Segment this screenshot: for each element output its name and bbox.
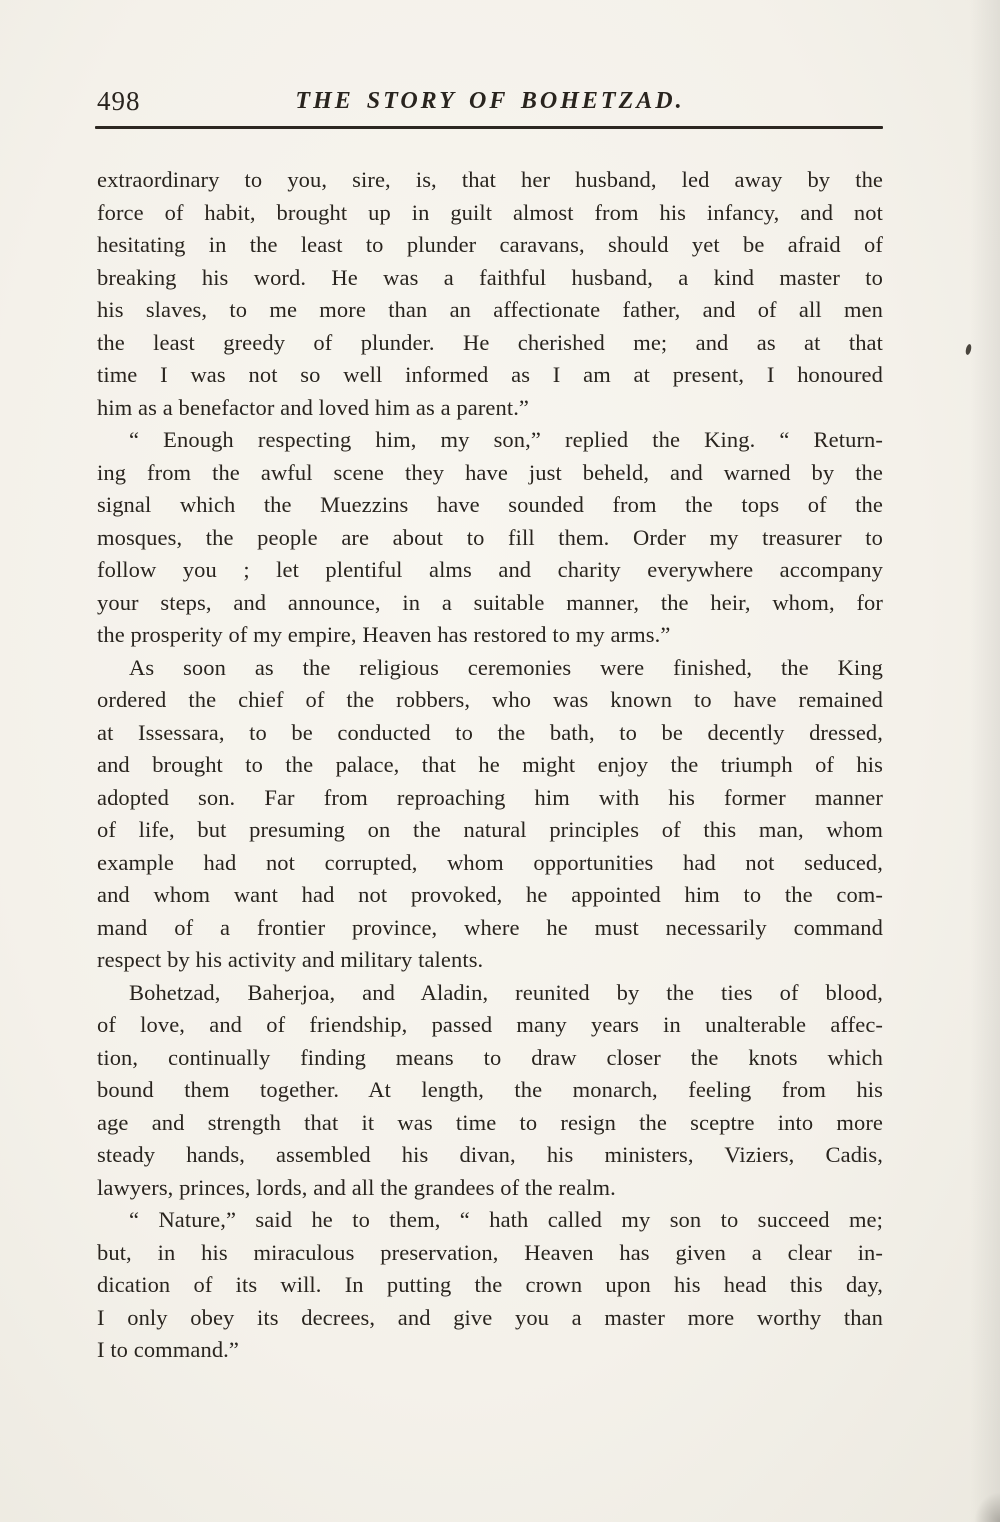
header-rule: [95, 126, 883, 129]
text-line: As soon as the religious ceremonies were finished, the King: [129, 654, 883, 680]
page-header: [97, 84, 883, 124]
text-line: age and strength that it was time to resign the sceptre into more: [97, 1109, 883, 1135]
text-line: ing from the awful scene they have just beheld, and warned by the: [97, 459, 883, 485]
text-line: tion, continually finding means to draw closer the knots which: [97, 1044, 883, 1070]
text-line: dication of its will. In putting the crown upon his head this day,: [97, 1272, 883, 1297]
scan-edge-shade: [970, 0, 1000, 1522]
text-line: “ Enough respecting him, my son,” replied the King. “ Return-: [129, 427, 883, 452]
paragraph: [97, 977, 883, 1205]
text-line: the prosperity of my empire, Heaven has restored to my arms.”: [97, 622, 671, 647]
page-number: 498: [97, 86, 141, 116]
text-line: steady hands, assembled his divan, his ministers, Viziers, Cadis,: [97, 1142, 883, 1167]
text-line: bound them together. At length, the monarch, feeling from his: [97, 1077, 883, 1102]
text-line: hesitating in the least to plunder caravans, should yet be afraid of: [97, 232, 883, 257]
text-line: your steps, and announce, in a suitable manner, the heir, whom, for: [97, 589, 883, 615]
paragraph: [97, 424, 883, 652]
text-line: I only obey its decrees, and give you a master more worthy than: [97, 1304, 883, 1330]
text-line: him as a benefactor and loved him as a parent.”: [97, 394, 530, 420]
text-line: force of habit, brought up in guilt almost from his infancy, and not: [97, 199, 883, 225]
running-title: THE STORY OF BOHETZAD.: [295, 88, 685, 114]
text-line: follow you ; let plentiful alms and charity everywhere accompany: [97, 557, 883, 582]
paragraph: [97, 164, 883, 424]
paragraph: [97, 1204, 883, 1367]
text-line: signal which the Muezzins have sounded from the tops of the: [97, 492, 883, 517]
text-line: the least greedy of plunder. He cherished me; and as at that: [97, 329, 883, 355]
text-line: his slaves, to me more than an affectionate father, and of all men: [97, 297, 883, 322]
text-line: at Issessara, to be conducted to the bath, to be decently dressed,: [97, 719, 883, 745]
text-line: “ Nature,” said he to them, “ hath called my son to succeed me;: [129, 1207, 883, 1232]
text-line: extraordinary to you, sire, is, that her husband, led away by the: [97, 167, 883, 192]
text-line: and brought to the palace, that he might enjoy the triumph of his: [97, 752, 883, 777]
text-line: breaking his word. He was a faithful husband, a kind master to: [97, 264, 883, 290]
scan-artifact: [965, 344, 973, 356]
text-line: lawyers, princes, lords, and all the grandees of the realm.: [97, 1174, 616, 1200]
paragraph: [97, 652, 883, 977]
text-block: [97, 164, 883, 1367]
text-line: adopted son. Far from reproaching him with his former manner: [97, 784, 883, 810]
text-line: ordered the chief of the robbers, who was known to have remained: [97, 687, 883, 712]
text-line: respect by his activity and military talents.: [97, 947, 484, 972]
text-line: mand of a frontier province, where he must necessarily command: [97, 914, 883, 940]
text-line: of life, but presuming on the natural principles of this man, whom: [97, 817, 883, 842]
text-line: of love, and of friendship, passed many years in unalterable affec-: [97, 1012, 883, 1037]
text-line: but, in his miraculous preservation, Heaven has given a clear in-: [97, 1239, 883, 1265]
text-line: mosques, the people are about to fill them. Order my treasurer to: [97, 524, 883, 550]
text-line: time I was not so well informed as I am at present, I honoured: [97, 362, 883, 387]
text-line: example had not corrupted, whom opportunities had not seduced,: [97, 849, 883, 875]
text-line: I to command.”: [97, 1337, 239, 1362]
text-line: and whom want had not provoked, he appointed him to the com-: [97, 882, 883, 907]
text-line: Bohetzad, Baherjoa, and Aladin, reunited by the ties of blood,: [129, 979, 883, 1005]
scan-artifact: [974, 1492, 1000, 1522]
